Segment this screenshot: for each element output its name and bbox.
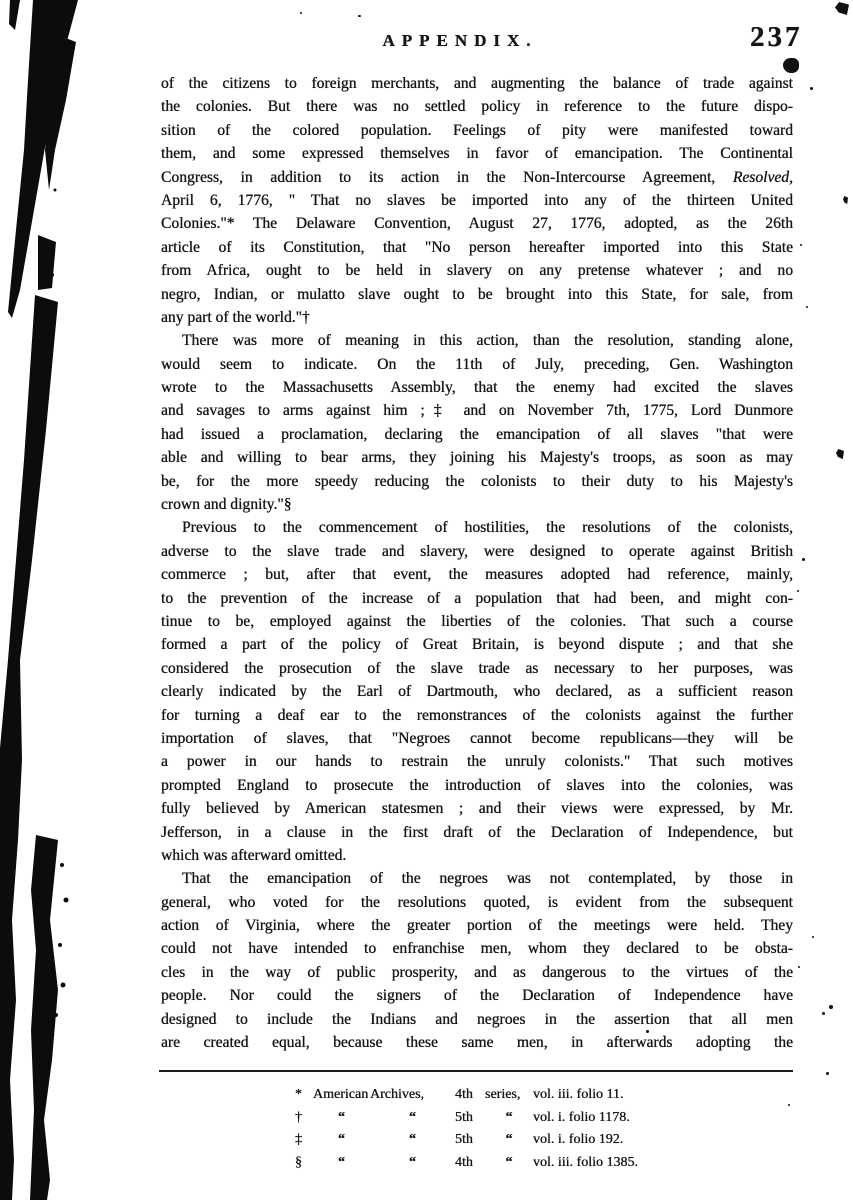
text-line: Previous to the commencement of hostilities, the resolutions of the colonists,: [182, 519, 793, 537]
footnote-cell: 5th: [455, 1132, 473, 1147]
text-line: action of Virginia, where the greater portion of the meetings were held. They: [161, 917, 793, 935]
text-segment: Congress, in addition to its action in the Non-Intercourse Agreement,: [161, 168, 733, 186]
text-line: and savages to arms against him ;‡ and on November 7th, 1775, Lord Dunmore: [161, 402, 793, 420]
footnotes: [295, 1084, 638, 1174]
text-line: clearly indicated by the Earl of Dartmouth, who declared, as a sufficient reason: [161, 683, 793, 701]
footnote-cell: “: [409, 1132, 416, 1147]
footnote-cell: “: [409, 1109, 416, 1125]
italic-text: Resolved,: [732, 168, 793, 186]
ink-speck: [836, 449, 844, 459]
text-line: importation of slaves, that "Negroes cannot become republicans—they will be: [161, 729, 793, 747]
ink-speck: [843, 196, 848, 204]
footnote-symbol: †: [295, 1109, 302, 1125]
text-line: Jefferson, in a clause in the first draft of the Declaration of Independence, but: [161, 823, 793, 841]
text-line: [161, 166, 793, 189]
ink-speck: [783, 58, 799, 73]
text-line: adverse to the slave trade and slavery, were designed to operate against British: [161, 542, 793, 560]
text-line: tinue to be, employed against the liberties of the colonies. That such a course: [161, 612, 793, 630]
footnote-cell: “: [505, 1154, 513, 1170]
footnote-row: [295, 1084, 638, 1107]
text-line: commerce ; but, after that event, the measures adopted had reference, mainly,: [161, 566, 793, 584]
text-line: are created equal, because these same men, in afterwards adopting the: [161, 1034, 793, 1052]
footnote-symbol: ‡: [295, 1132, 302, 1147]
text-line: had issued a proclamation, declaring the emancipation of all slaves "that were: [161, 425, 793, 443]
text-line: people. Nor could the signers of the Declaration of Independence have: [161, 987, 793, 1005]
footnote-row: [295, 1129, 638, 1152]
text-line: to the prevention of the increase of a population that had been, and might con-: [161, 589, 793, 607]
footnote-cell: “: [338, 1132, 345, 1147]
text-line: designed to include the Indians and negroes in the assertion that all men: [161, 1010, 793, 1028]
ink-speck: [798, 966, 800, 968]
ink-speck: [802, 558, 805, 561]
footnote-symbol: §: [295, 1154, 302, 1170]
footnote-row: [295, 1152, 638, 1175]
text-line: could not have intended to enfranchise men, whom they declared to be obsta-: [161, 940, 793, 958]
ink-speck: [300, 12, 302, 14]
text-line: be, for the more speedy reducing the colonists to their duty to his Majesty's: [161, 472, 793, 490]
text-line: any part of the world."†: [161, 308, 310, 326]
text-line: article of its Constitution, that "No person hereafter imported into this State: [161, 238, 793, 256]
ink-speck: [829, 1005, 833, 1009]
text-line: the colonies. But there was no settled policy in reference to the future dispo-: [161, 98, 793, 116]
footnote-symbol: *: [295, 1087, 302, 1102]
ink-speck: [806, 306, 808, 308]
footnote-cell: Archives,: [370, 1087, 425, 1102]
text-line: Colonies."* The Delaware Convention, August 27, 1776, adopted, as the 26th: [161, 215, 793, 233]
footnote-cell: “: [409, 1154, 416, 1170]
text-line: cles in the way of public prosperity, and as dangerous to the virtues of the: [161, 963, 793, 981]
footnote-cell: “: [338, 1154, 345, 1170]
text-line: April 6, 1776, " That no slaves be imported into any of the thirteen United: [161, 191, 793, 209]
text-line: for turning a deaf ear to the remonstrances of the colonists against the further: [161, 706, 793, 724]
ink-speck: [646, 1030, 649, 1033]
footnote-row: [295, 1107, 638, 1130]
paragraph: [161, 867, 793, 1054]
text-line: considered the prosecution of the slave trade as necessary to her purposes, was: [161, 659, 793, 677]
text-line: a power in our hands to restrain the unruly colonists." That such motives: [161, 753, 793, 771]
footnote-cell: vol. iii. folio 11.: [533, 1087, 624, 1102]
ink-speck: [358, 15, 361, 17]
ink-speck: [812, 936, 814, 938]
ink-speck: [788, 1104, 790, 1106]
text-line: prompted England to prosecute the introduction of slaves into the colonies, was: [161, 776, 793, 794]
text-line: wrote to the Massachusetts Assembly, that the enemy had excited the slaves: [161, 379, 793, 397]
ink-speck: [797, 590, 799, 592]
text-line: general, who voted for the resolutions quoted, is evident from the subsequent: [161, 893, 793, 911]
page-title: APPENDIX.: [382, 31, 538, 50]
text-line: There was more of meaning in this action, than the resolution, standing alone,: [182, 332, 793, 350]
paragraph: [161, 516, 793, 867]
footnote-divider: [159, 1070, 793, 1072]
ink-smudge-left: [0, 0, 140, 1200]
page-number: 237: [750, 21, 803, 53]
text-line: of the citizens to foreign merchants, and augmenting the balance of trade against: [161, 75, 793, 92]
footnote-cell: vol. i. folio 1178.: [533, 1109, 630, 1125]
footnote-cell: series,: [485, 1087, 521, 1102]
footnote-cell: vol. iii. folio 1385.: [533, 1154, 638, 1170]
text-line: able and willing to bear arms, they joining his Majesty's troops, as soon as may: [161, 449, 793, 467]
ink-speck: [800, 244, 802, 246]
text-line: That the emancipation of the negroes was not contemplated, by those in: [182, 870, 793, 888]
footnote-cell: 4th: [455, 1087, 473, 1102]
text-line: sition of the colored population. Feelings of pity were manifested toward: [161, 121, 793, 139]
text-line: which was afterward omitted.: [161, 846, 347, 864]
ink-speck: [826, 1072, 829, 1075]
footnote-cell: “: [505, 1109, 513, 1125]
paragraph: [161, 329, 793, 516]
footnote-cell: “: [338, 1109, 345, 1125]
footnote-cell: 5th: [455, 1109, 473, 1125]
footnote-cell: American: [313, 1087, 369, 1102]
ink-speck: [810, 87, 813, 90]
paragraph: [161, 72, 793, 329]
footnote-cell: “: [505, 1132, 513, 1147]
footnote-cell: 4th: [455, 1154, 473, 1170]
text-line: formed a part of the policy of Great Britain, is beyond dispute ; and that she: [161, 636, 793, 654]
footnote-cell: vol. i. folio 192.: [533, 1132, 624, 1147]
text-line: would seem to indicate. On the 11th of July, preceding, Gen. Washington: [161, 355, 793, 373]
text-line: fully believed by American statesmen ; and their views were expressed, by Mr.: [161, 800, 793, 818]
text-line: from Africa, ought to be held in slavery on any pretense whatever ; and no: [161, 262, 793, 280]
text-line: negro, Indian, or mulatto slave ought to be brought into this State, for sale, from: [161, 285, 793, 303]
ink-speck: [835, 2, 849, 15]
text-line: crown and dignity."§: [161, 496, 292, 514]
body-text: [161, 72, 793, 1054]
text-line: them, and some expressed themselves in favor of emancipation. The Continental: [161, 145, 793, 163]
ink-speck: [822, 1012, 825, 1015]
